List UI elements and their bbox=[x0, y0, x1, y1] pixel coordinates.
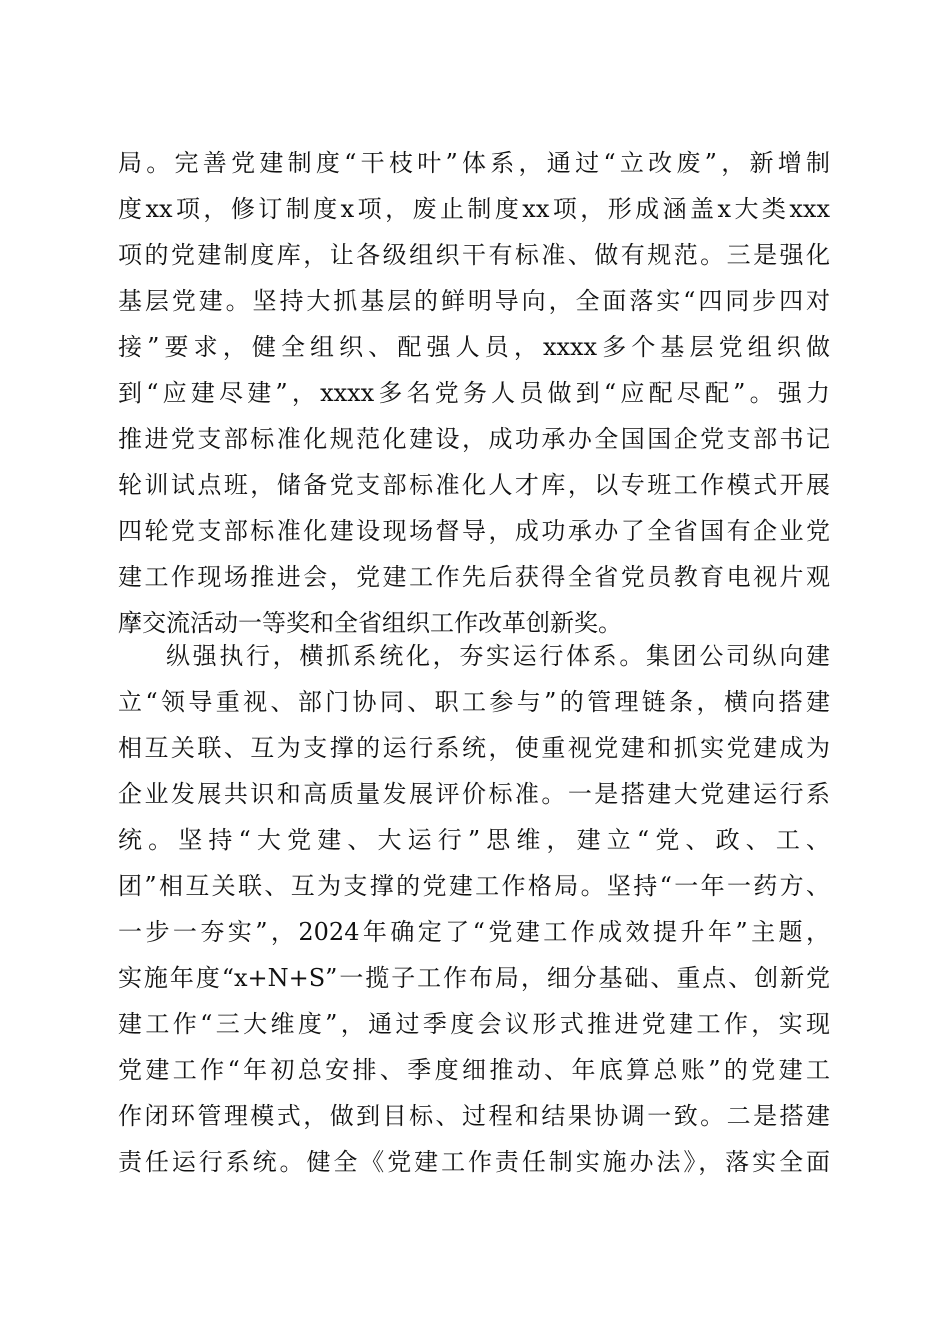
text-line: 统。坚持“大党建、大运行”思维，建立“党、政、工、 bbox=[118, 826, 830, 854]
text-line: 党建工作“年初总安排、季度细推动、年底算总账”的党建工 bbox=[118, 1056, 830, 1084]
text-line: 相互关联、互为支撑的运行系统，使重视党建和抓实党建成为 bbox=[118, 734, 830, 762]
text-line: 立“领导重视、部门协同、职工参与”的管理链条，横向搭建 bbox=[118, 688, 830, 716]
paragraph-2 bbox=[118, 633, 830, 1185]
text-line: 团”相互关联、互为支撑的党建工作格局。坚持“一年一药方、 bbox=[118, 872, 830, 900]
text-line: 轮训试点班，储备党支部标准化人才库，以专班工作模式开展 bbox=[118, 471, 830, 499]
text-line: 建工作现场推进会，党建工作先后获得全省党员教育电视片观 bbox=[118, 563, 830, 591]
text-line: 到“应建尽建”，xxxx多名党务人员做到“应配尽配”。强力 bbox=[118, 379, 830, 407]
text-line: 纵强执行，横抓系统化，夯实运行体系。集团公司纵向建 bbox=[166, 642, 830, 670]
text-line: 接”要求，健全组织、配强人员，xxxx多个基层党组织做 bbox=[118, 333, 830, 361]
text-line: 一步一夯实”，2024年确定了“党建工作成效提升年”主题， bbox=[118, 918, 830, 946]
text-line: 建工作“三大维度”，通过季度会议形式推进党建工作，实现 bbox=[118, 1010, 830, 1038]
paragraph-1 bbox=[118, 140, 830, 646]
text-line: 四轮党支部标准化建设现场督导，成功承办了全省国有企业党 bbox=[118, 517, 830, 545]
text-line: 责任运行系统。健全《党建工作责任制实施办法》，落实全面 bbox=[118, 1148, 830, 1176]
text-line: 企业发展共识和高质量发展评价标准。一是搭建大党建运行系 bbox=[118, 780, 830, 808]
text-line: 实施年度“x+N+S”一揽子工作布局，细分基础、重点、创新党 bbox=[118, 964, 830, 992]
text-line: 推进党支部标准化规范化建设，成功承办全国国企党支部书记 bbox=[118, 425, 830, 453]
text-line: 度xx项，修订制度x项，废止制度xx项，形成涵盖x大类xxx bbox=[118, 195, 830, 223]
text-line: 摩交流活动一等奖和全省组织工作改革创新奖。 bbox=[118, 609, 622, 637]
text-line: 局。完善党建制度“干枝叶”体系，通过“立改废”，新增制 bbox=[118, 149, 830, 177]
text-line: 基层党建。坚持大抓基层的鲜明导向，全面落实“四同步四对 bbox=[118, 287, 830, 315]
text-line: 作闭环管理模式，做到目标、过程和结果协调一致。二是搭建 bbox=[118, 1102, 830, 1130]
text-line: 项的党建制度库，让各级组织干有标准、做有规范。三是强化 bbox=[118, 241, 830, 269]
